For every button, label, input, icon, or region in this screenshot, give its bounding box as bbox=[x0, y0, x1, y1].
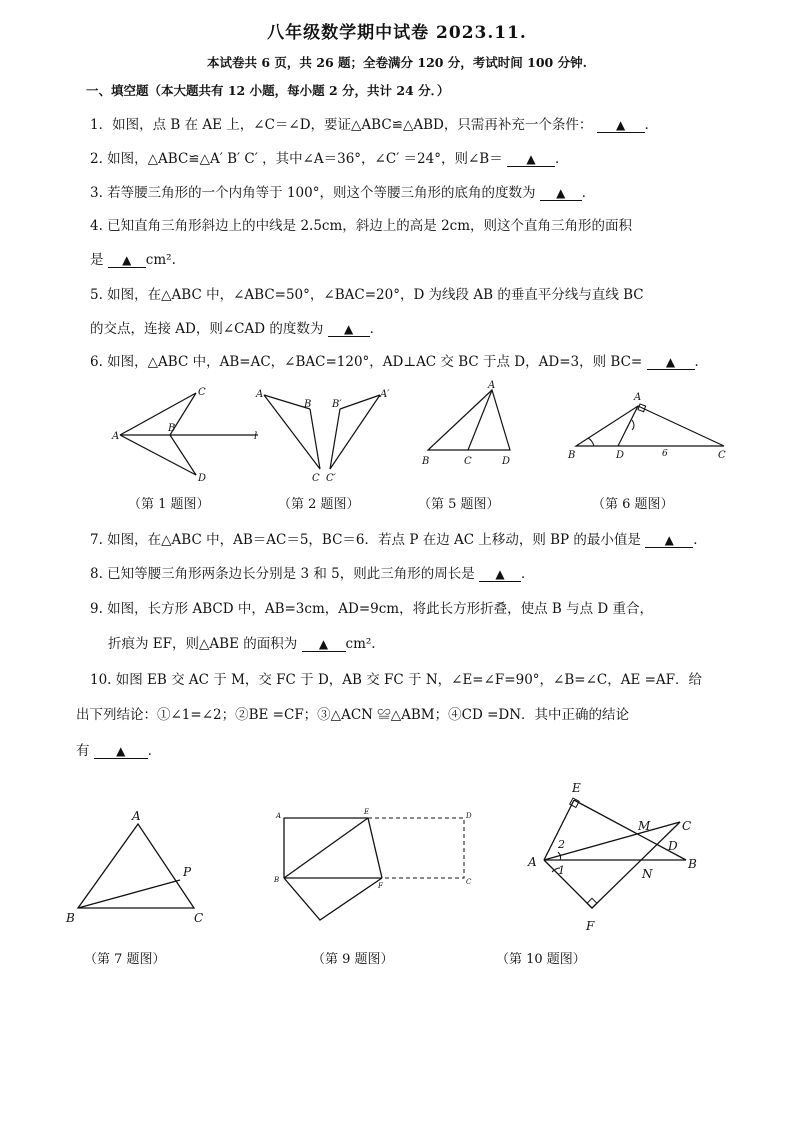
svg-text:A: A bbox=[634, 392, 642, 403]
svg-text:P: P bbox=[183, 865, 192, 879]
question-3: 3. 若等腰三角形的一个内角等于 100°，则这个等腰三角形的底角的度数为 ▲ ． bbox=[90, 185, 596, 201]
svg-text:E: E bbox=[572, 781, 581, 795]
svg-text:l: l bbox=[254, 431, 258, 442]
svg-text:D: D bbox=[668, 839, 678, 853]
svg-text:B: B bbox=[304, 399, 312, 410]
answer-mark: ▲ bbox=[344, 322, 354, 336]
answer-mark: ▲ bbox=[664, 533, 674, 547]
question-9-line-2: 折痕为 EF，则△ABE 的面积为 ▲ cm². bbox=[108, 636, 376, 652]
svg-text:B: B bbox=[568, 450, 576, 461]
figure-2 bbox=[252, 385, 402, 485]
question-2: 2. 如图，△ABC≌△A′ B′ C′ ，其中∠A＝36°，∠C′ ＝24°，则∠B＝ ▲ ． bbox=[90, 151, 569, 167]
question-5-line-2: 的交点，连接 AD，则∠CAD 的度数为 ▲ ． bbox=[90, 321, 384, 337]
answer-mark: ▲ bbox=[616, 118, 626, 132]
answer-mark: ▲ bbox=[556, 186, 566, 200]
svg-text:C: C bbox=[312, 473, 320, 484]
answer-mark: ▲ bbox=[665, 355, 676, 369]
question-3-text: 3. 若等腰三角形的一个内角等于 100°，则这个等腰三角形的底角的度数为 bbox=[90, 185, 536, 201]
answer-mark: ▲ bbox=[318, 637, 329, 651]
svg-text:A′: A′ bbox=[380, 389, 390, 400]
svg-text:D: D bbox=[616, 450, 625, 461]
answer-blank-4 bbox=[108, 253, 146, 268]
answer-blank-1 bbox=[597, 118, 645, 133]
caption-fig2: （第 2 题图） bbox=[278, 497, 360, 512]
svg-text:A: A bbox=[488, 380, 496, 391]
question-10-line-3: 有 ▲ ． bbox=[76, 743, 162, 759]
svg-text:B: B bbox=[168, 423, 176, 434]
figure-1 bbox=[108, 385, 268, 485]
caption-fig10: （第 10 题图） bbox=[496, 952, 586, 967]
question-6-text: 6. 如图，△ABC 中，AB=AC，∠BAC=120°，AD⊥AC 交 BC 于点 D，AD=3，则 BC= bbox=[90, 354, 643, 370]
svg-text:E: E bbox=[364, 808, 370, 816]
svg-text:M: M bbox=[638, 819, 651, 833]
answer-mark: ▲ bbox=[526, 152, 536, 166]
answer-blank-5 bbox=[328, 322, 370, 337]
figure-5 bbox=[420, 380, 550, 484]
svg-text:6: 6 bbox=[662, 449, 668, 459]
question-4-line-1: 4. 已知直角三角形斜边上的中线是 2.5cm，斜边上的高是 2cm，则这个直角三角形的面积 bbox=[90, 218, 633, 234]
svg-text:B: B bbox=[422, 456, 430, 467]
question-8: 8. 已知等腰三角形两条边长分别是 3 和 5，则此三角形的周长是 ▲ ． bbox=[90, 566, 535, 582]
page-title: 八年级数学期中试卷 2023.11. bbox=[267, 23, 527, 43]
caption-fig7: （第 7 题图） bbox=[84, 952, 166, 967]
svg-text:C: C bbox=[466, 878, 472, 886]
answer-blank-10 bbox=[94, 744, 148, 759]
svg-text:F: F bbox=[378, 882, 383, 890]
svg-text:D: D bbox=[466, 812, 472, 820]
svg-text:F: F bbox=[586, 919, 595, 933]
question-1-text: 1．如图，点 B 在 AE 上，∠C＝∠D，要证△ABC≌△ABD，只需再补充一个条件： bbox=[90, 117, 593, 133]
answer-blank-9 bbox=[302, 637, 346, 652]
question-4-line-2: 是 ▲ cm². bbox=[90, 252, 176, 268]
answer-blank-6 bbox=[647, 355, 695, 370]
answer-mark: ▲ bbox=[122, 253, 132, 267]
svg-text:A: A bbox=[256, 389, 264, 400]
svg-text:C: C bbox=[198, 387, 206, 398]
section-heading: 一、填空题（本大题共有 12 小题，每小题 2 分，共计 24 分．） bbox=[86, 83, 450, 98]
answer-blank-2 bbox=[507, 152, 555, 167]
answer-blank-3 bbox=[540, 186, 582, 201]
svg-text:1: 1 bbox=[558, 864, 565, 877]
question-8-text: 8. 已知等腰三角形两条边长分别是 3 和 5，则此三角形的周长是 bbox=[90, 566, 475, 582]
caption-fig1: （第 1 题图） bbox=[128, 497, 210, 512]
svg-text:B: B bbox=[688, 857, 697, 871]
question-6: 6. 如图，△ABC 中，AB=AC，∠BAC=120°，AD⊥AC 交 BC 于点 D，AD=3，则 BC= ▲ ． bbox=[90, 354, 709, 370]
figure-6 bbox=[566, 390, 736, 470]
question-7: 7. 如图，在△ABC 中，AB＝AC＝5，BC＝6．若点 P 在边 AC 上移动，则 BP 的最小值是 ▲ ． bbox=[90, 532, 707, 548]
answer-mark: ▲ bbox=[495, 567, 505, 581]
svg-text:C: C bbox=[464, 456, 472, 467]
question-1: 1．如图，点 B 在 AE 上，∠C＝∠D，要证△ABC≌△ABD，只需再补充一个条件： ▲ ． bbox=[90, 117, 659, 133]
svg-text:N: N bbox=[642, 867, 653, 881]
svg-text:A: A bbox=[528, 855, 537, 869]
svg-text:A: A bbox=[276, 812, 282, 820]
question-5-line-1: 5. 如图，在△ABC 中，∠ABC=50°，∠BAC=20°，D 为线段 AB 的垂直平分线与直线 BC bbox=[90, 287, 644, 303]
svg-text:B′: B′ bbox=[332, 399, 342, 410]
figure-7 bbox=[62, 806, 222, 930]
svg-text:C: C bbox=[682, 819, 692, 833]
caption-fig6: （第 6 题图） bbox=[592, 497, 674, 512]
question-9-line-1: 9. 如图，长方形 ABCD 中，AB=3cm，AD=9cm，将此长方形折叠，使点 B 与点 D 重合， bbox=[90, 601, 654, 617]
svg-text:C: C bbox=[718, 450, 726, 461]
answer-blank-7 bbox=[645, 533, 693, 548]
caption-fig5: （第 5 题图） bbox=[418, 497, 500, 512]
question-7-text: 7. 如图，在△ABC 中，AB＝AC＝5，BC＝6．若点 P 在边 AC 上移动，则 BP 的最小值是 bbox=[90, 532, 641, 548]
exam-info: 本试卷共 6 页，共 26 题；全卷满分 120 分，考试时间 100 分钟. bbox=[207, 55, 587, 70]
svg-text:D: D bbox=[502, 456, 511, 467]
answer-mark: ▲ bbox=[116, 744, 126, 758]
svg-text:2: 2 bbox=[558, 838, 565, 851]
figure-9 bbox=[270, 808, 480, 932]
svg-text:A: A bbox=[132, 809, 141, 823]
svg-text:C: C bbox=[194, 911, 204, 925]
caption-fig9: （第 9 题图） bbox=[312, 952, 394, 967]
svg-text:B: B bbox=[66, 911, 75, 925]
answer-blank-8 bbox=[479, 567, 521, 582]
question-2-text: 2. 如图，△ABC≌△A′ B′ C′ ，其中∠A＝36°，∠C′ ＝24°，则∠B＝ bbox=[90, 151, 503, 167]
figure-10 bbox=[522, 778, 712, 938]
question-10-line-1: 10. 如图 EB 交 AC 于 M，交 FC 于 D，AB 交 FC 于 N，∠E=∠F=90°，∠B=∠C，AE =AF．给 bbox=[90, 672, 703, 688]
svg-text:C′: C′ bbox=[326, 473, 336, 484]
svg-text:A: A bbox=[112, 431, 120, 442]
question-10-line-2: 出下列结论：①∠1=∠2；②BE =CF；③△ACN ≌△ABM；④CD =DN．其中正确的结论 bbox=[76, 707, 630, 723]
svg-text:D: D bbox=[198, 473, 207, 484]
svg-text:B: B bbox=[274, 876, 280, 884]
